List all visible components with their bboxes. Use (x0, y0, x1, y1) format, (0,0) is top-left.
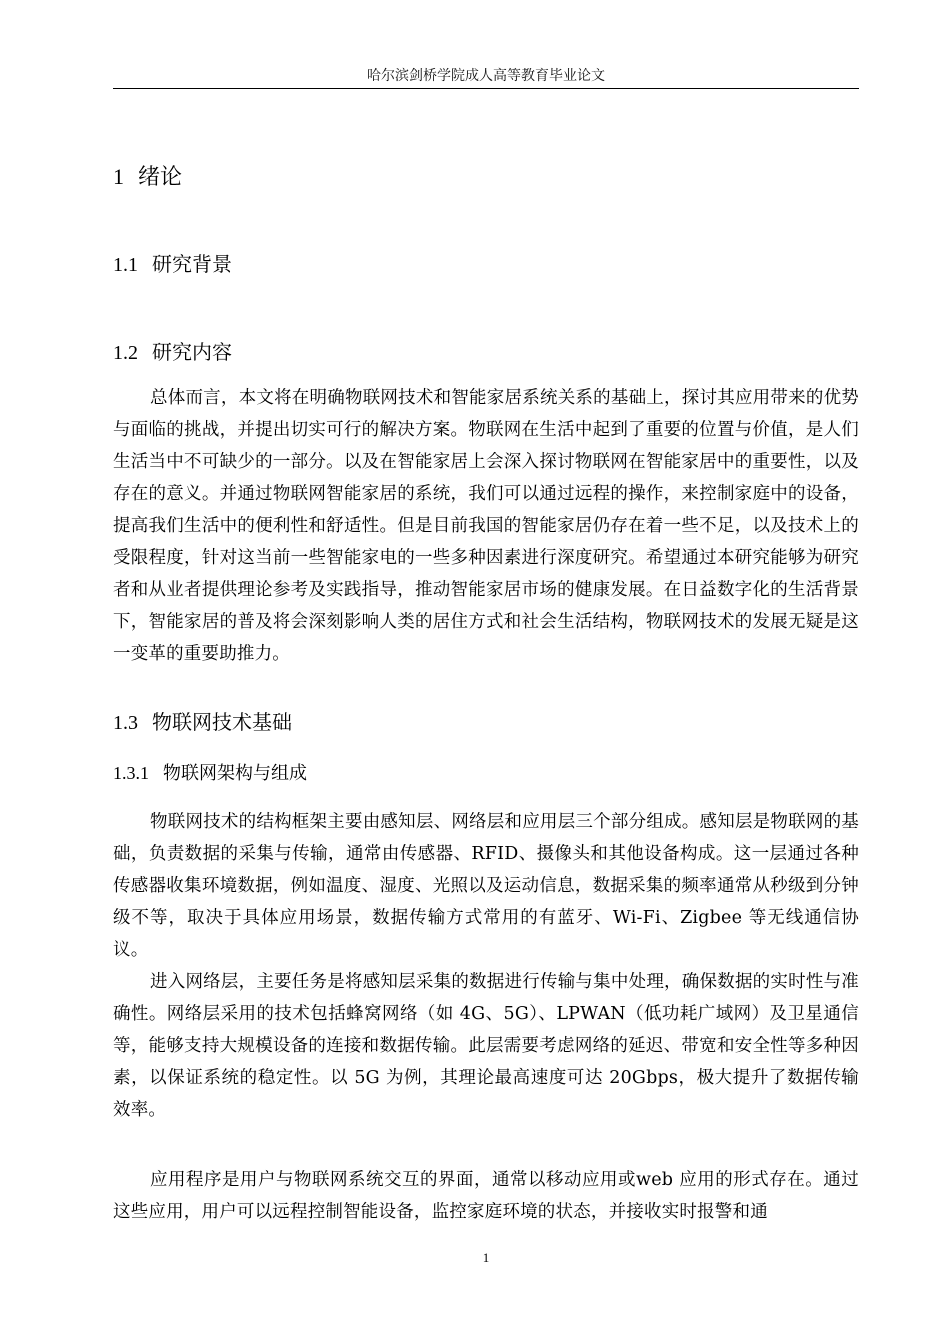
chapter-heading (113, 162, 182, 193)
section-heading-1-1 (113, 250, 232, 279)
section-number: 1.2 (113, 342, 138, 364)
subsection-title: 物联网架构与组成 (163, 763, 307, 784)
page-number: 1 (482, 1250, 490, 1265)
subsection-heading-1-3-1 (113, 760, 307, 787)
running-header: 哈尔滨剑桥学院成人高等教育毕业论文 (367, 68, 605, 84)
header-divider (113, 88, 859, 89)
section-heading-1-2 (113, 338, 232, 367)
section-number: 1.3 (113, 712, 138, 734)
paragraph-research-content: 总体而言，本文将在明确物联网技术和智能家居系统关系的基础上，探讨其应用带来的优势与面临的挑战，并提出切实可行的解决方案。物联网在生活中起到了重要的位置与价值，是人们生活当中不可缺少的一部分。以及在智能家居上会深入探讨物联网在智能家居中的重要性，以及存在的意义。并通过物联网智能家居的系统，我们可以通过远程的操作，来控制家庭中的设备，提高我们生活中的便利性和舒适性。但是目前我国的智能家居仍存在着一些不足，以及技术上的受限程度，针对这当前一些智能家电的一些多种因素进行深度研究。希望通过本研究能够为研究者和从业者提供理论参考及实践指导，推动智能家居市场的健康发展。在日益数字化的生活背景下，智能家居的普及将会深刻影响人类的居住方式和社会生活结构，物联网技术的发展无疑是这一变革的重要助推力。 (113, 388, 859, 664)
chapter-title: 绪论 (138, 165, 183, 190)
paragraph-network-layer: 进入网络层，主要任务是将感知层采集的数据进行传输与集中处理，确保数据的实时性与准确性。网络层采用的技术包括蜂窝网络（如 4G、5G）、LPWAN（低功耗广域网）及卫星通信等，能够支持大规模设备的连接和数据传输。此层需要考虑网络的延迟、带宽和安全性等多种因素，以保证系统的稳定性。以 5G 为例，其理论最高速度可达 20Gbps，极大提升了数据传输效率。 (113, 972, 859, 1120)
paragraph-application-layer: 应用程序是用户与物联网系统交互的界面，通常以移动应用或web 应用的形式存在。通过这些应用，用户可以远程控制智能设备，监控家庭环境的状态，并接收实时报警和通 (113, 1170, 859, 1222)
section-title: 研究背景 (152, 252, 232, 276)
section-title: 研究内容 (152, 340, 232, 364)
section-heading-1-3 (113, 708, 292, 737)
paragraph-perception-layer: 物联网技术的结构框架主要由感知层、网络层和应用层三个部分组成。感知层是物联网的基础，负责数据的采集与传输，通常由传感器、RFID、摄像头和其他设备构成。这一层通过各种传感器收集环境数据，例如温度、湿度、光照以及运动信息，数据采集的频率通常从秒级到分钟级不等，取决于具体应用场景，数据传输方式常用的有蓝牙、Wi-Fi、Zigbee 等无线通信协议。 (113, 812, 859, 960)
chapter-number: 1 (113, 164, 124, 189)
section-number: 1.1 (113, 254, 138, 276)
subsection-number: 1.3.1 (113, 763, 149, 783)
section-title: 物联网技术基础 (152, 710, 292, 734)
